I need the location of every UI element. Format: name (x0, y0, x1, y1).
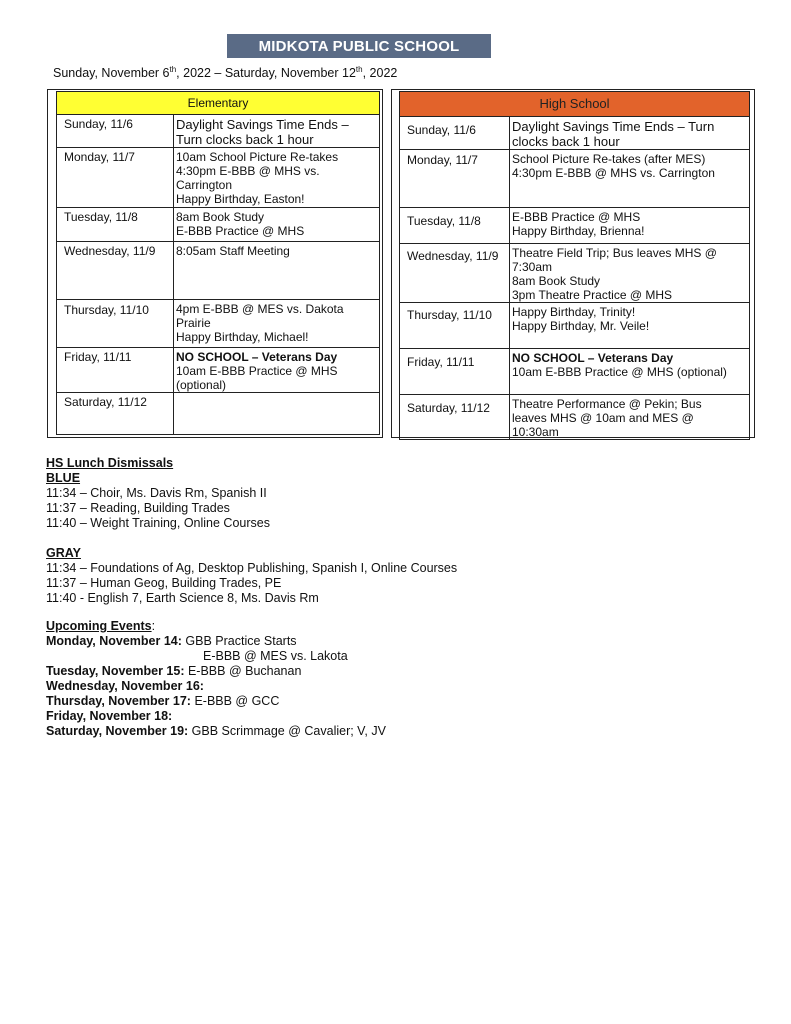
events-cell (510, 244, 750, 303)
event-line: Theatre Field Trip; Bus leaves MHS @ (512, 246, 717, 260)
lunch-title: HS Lunch Dismissals (46, 456, 174, 470)
date-range-mid: , 2022 – Saturday, November 12 (176, 66, 356, 81)
blue-label: BLUE (46, 471, 81, 485)
upcoming-title: Upcoming Events (46, 619, 152, 633)
date-range-start-sup: th (169, 65, 177, 74)
schedule-row (400, 244, 750, 303)
events-cell (174, 148, 380, 208)
upcoming-day: Tuesday, November 15: (46, 664, 185, 678)
schedule-row (57, 393, 380, 435)
event-line: E-BBB Practice @ MHS (512, 210, 641, 224)
event-line: E-BBB Practice @ MHS (176, 224, 305, 238)
events-cell (510, 303, 750, 349)
schedule-row (400, 303, 750, 349)
event-line: Prairie (176, 316, 211, 330)
upcoming-event (46, 694, 386, 709)
schedule-row (400, 349, 750, 395)
schedule-row (400, 395, 750, 440)
event-line: 8am Book Study (512, 274, 601, 288)
event-line: NO SCHOOL – Veterans Day (512, 351, 674, 365)
spacer (46, 531, 457, 546)
schedule-row (57, 300, 380, 348)
date-range-start: Sunday, November 6 (53, 66, 170, 81)
gray-line: 11:37 – Human Geog, Building Trades, PE (46, 576, 282, 590)
upcoming-event-text: GBB Scrimmage @ Cavalier; V, JV (191, 724, 386, 738)
blue-line: 11:34 – Choir, Ms. Davis Rm, Spanish II (46, 486, 267, 500)
school-title: MIDKOTA PUBLIC SCHOOL (258, 37, 460, 55)
events-cell (510, 395, 750, 440)
event-line: clocks back 1 hour (512, 134, 620, 149)
day-cell: Saturday, 11/12 (400, 395, 510, 440)
day-cell: Wednesday, 11/9 (57, 242, 174, 300)
day-cell: Sunday, 11/6 (57, 115, 174, 148)
day-cell: Friday, 11/11 (400, 349, 510, 395)
event-line: leaves MHS @ 10am and MES @ (512, 411, 694, 425)
day-cell: Sunday, 11/6 (400, 117, 510, 150)
gray-line: 11:34 – Foundations of Ag, Desktop Publishing, Spanish I, Online Courses (46, 561, 458, 575)
schedule-row (400, 150, 750, 208)
day-cell: Monday, 11/7 (400, 150, 510, 208)
events-cell (510, 349, 750, 395)
event-line: NO SCHOOL – Veterans Day (176, 350, 338, 364)
event-line: Daylight Savings Time Ends – (176, 117, 349, 132)
event-line: Happy Birthday, Brienna! (512, 224, 645, 238)
upcoming-events-section (46, 619, 386, 739)
events-cell (510, 208, 750, 244)
schedule-row (57, 148, 380, 208)
day-cell: Tuesday, 11/8 (57, 208, 174, 242)
day-cell: Monday, 11/7 (57, 148, 174, 208)
upcoming-title-colon: : (151, 619, 156, 633)
highschool-schedule-table (399, 91, 750, 440)
event-line: 10am E-BBB Practice @ MHS (optional) (512, 365, 727, 379)
event-line: (optional) (176, 378, 227, 392)
event-line: Happy Birthday, Michael! (176, 330, 309, 344)
day-cell: Thursday, 11/10 (400, 303, 510, 349)
day-cell: Tuesday, 11/8 (400, 208, 510, 244)
events-cell (174, 208, 380, 242)
elementary-header: Elementary (57, 92, 380, 115)
upcoming-event (46, 664, 386, 679)
events-cell (174, 242, 380, 300)
schedule-row (57, 208, 380, 242)
event-line: 4:30pm E-BBB @ MHS vs. Carrington (512, 166, 715, 180)
event-line: 10:30am (512, 425, 559, 439)
day-cell: Thursday, 11/10 (57, 300, 174, 348)
event-line: Happy Birthday, Easton! (176, 192, 305, 206)
events-cell (174, 393, 380, 435)
lunch-dismissals-section (46, 456, 457, 606)
upcoming-event (46, 709, 386, 724)
day-cell: Friday, 11/11 (57, 348, 174, 393)
event-line: 4:30pm E-BBB @ MHS vs. (176, 164, 320, 178)
upcoming-event (46, 649, 386, 664)
upcoming-day: Wednesday, November 16: (46, 679, 204, 693)
events-cell (510, 117, 750, 150)
event-line: 8:05am Staff Meeting (176, 244, 290, 258)
events-cell (174, 115, 380, 148)
event-line: Daylight Savings Time Ends – Turn (512, 119, 715, 134)
upcoming-event-text: E-BBB @ Buchanan (187, 664, 302, 678)
event-line: Happy Birthday, Trinity! (512, 305, 636, 319)
blue-line: 11:40 – Weight Training, Online Courses (46, 516, 270, 530)
upcoming-event (46, 724, 386, 739)
date-range (53, 65, 397, 80)
events-cell (174, 348, 380, 393)
gray-line: 11:40 - English 7, Earth Science 8, Ms. Davis Rm (46, 591, 319, 605)
event-line: Happy Birthday, Mr. Veile! (512, 319, 650, 333)
event-line: 3pm Theatre Practice @ MHS (512, 288, 673, 302)
events-cell (510, 150, 750, 208)
schedule-row (400, 117, 750, 150)
date-range-end-sup: th (355, 65, 363, 74)
school-title-banner (227, 34, 491, 58)
schedule-row (57, 115, 380, 148)
upcoming-event-text: E-BBB @ MES vs. Lakota (203, 649, 348, 663)
schedule-row (400, 208, 750, 244)
upcoming-day: Saturday, November 19: (46, 724, 189, 738)
upcoming-day: Monday, November 14: (46, 634, 182, 648)
upcoming-event-text: E-BBB @ GCC (194, 694, 280, 708)
events-cell (174, 300, 380, 348)
event-line: 7:30am (512, 260, 553, 274)
highschool-header: High School (400, 92, 750, 117)
event-line: School Picture Re-takes (after MES) (512, 152, 706, 166)
schedule-row (57, 348, 380, 393)
date-range-end: , 2022 (362, 66, 398, 81)
event-line: Carrington (176, 178, 233, 192)
day-cell: Saturday, 11/12 (57, 393, 174, 435)
upcoming-event (46, 634, 386, 649)
blue-line: 11:37 – Reading, Building Trades (46, 501, 230, 515)
upcoming-day: Friday, November 18: (46, 709, 173, 723)
event-line: 8am Book Study (176, 210, 265, 224)
event-line: 10am School Picture Re-takes (176, 150, 339, 164)
event-line: 10am E-BBB Practice @ MHS (176, 364, 338, 378)
elementary-schedule-table (56, 91, 380, 435)
upcoming-event-text: GBB Practice Starts (185, 634, 297, 648)
day-cell: Wednesday, 11/9 (400, 244, 510, 303)
upcoming-event (46, 679, 386, 694)
upcoming-day: Thursday, November 17: (46, 694, 191, 708)
schedule-row (57, 242, 380, 300)
event-line: 4pm E-BBB @ MES vs. Dakota (176, 302, 344, 316)
event-line: Theatre Performance @ Pekin; Bus (512, 397, 702, 411)
event-line: Turn clocks back 1 hour (176, 132, 314, 147)
gray-label: GRAY (46, 546, 81, 560)
